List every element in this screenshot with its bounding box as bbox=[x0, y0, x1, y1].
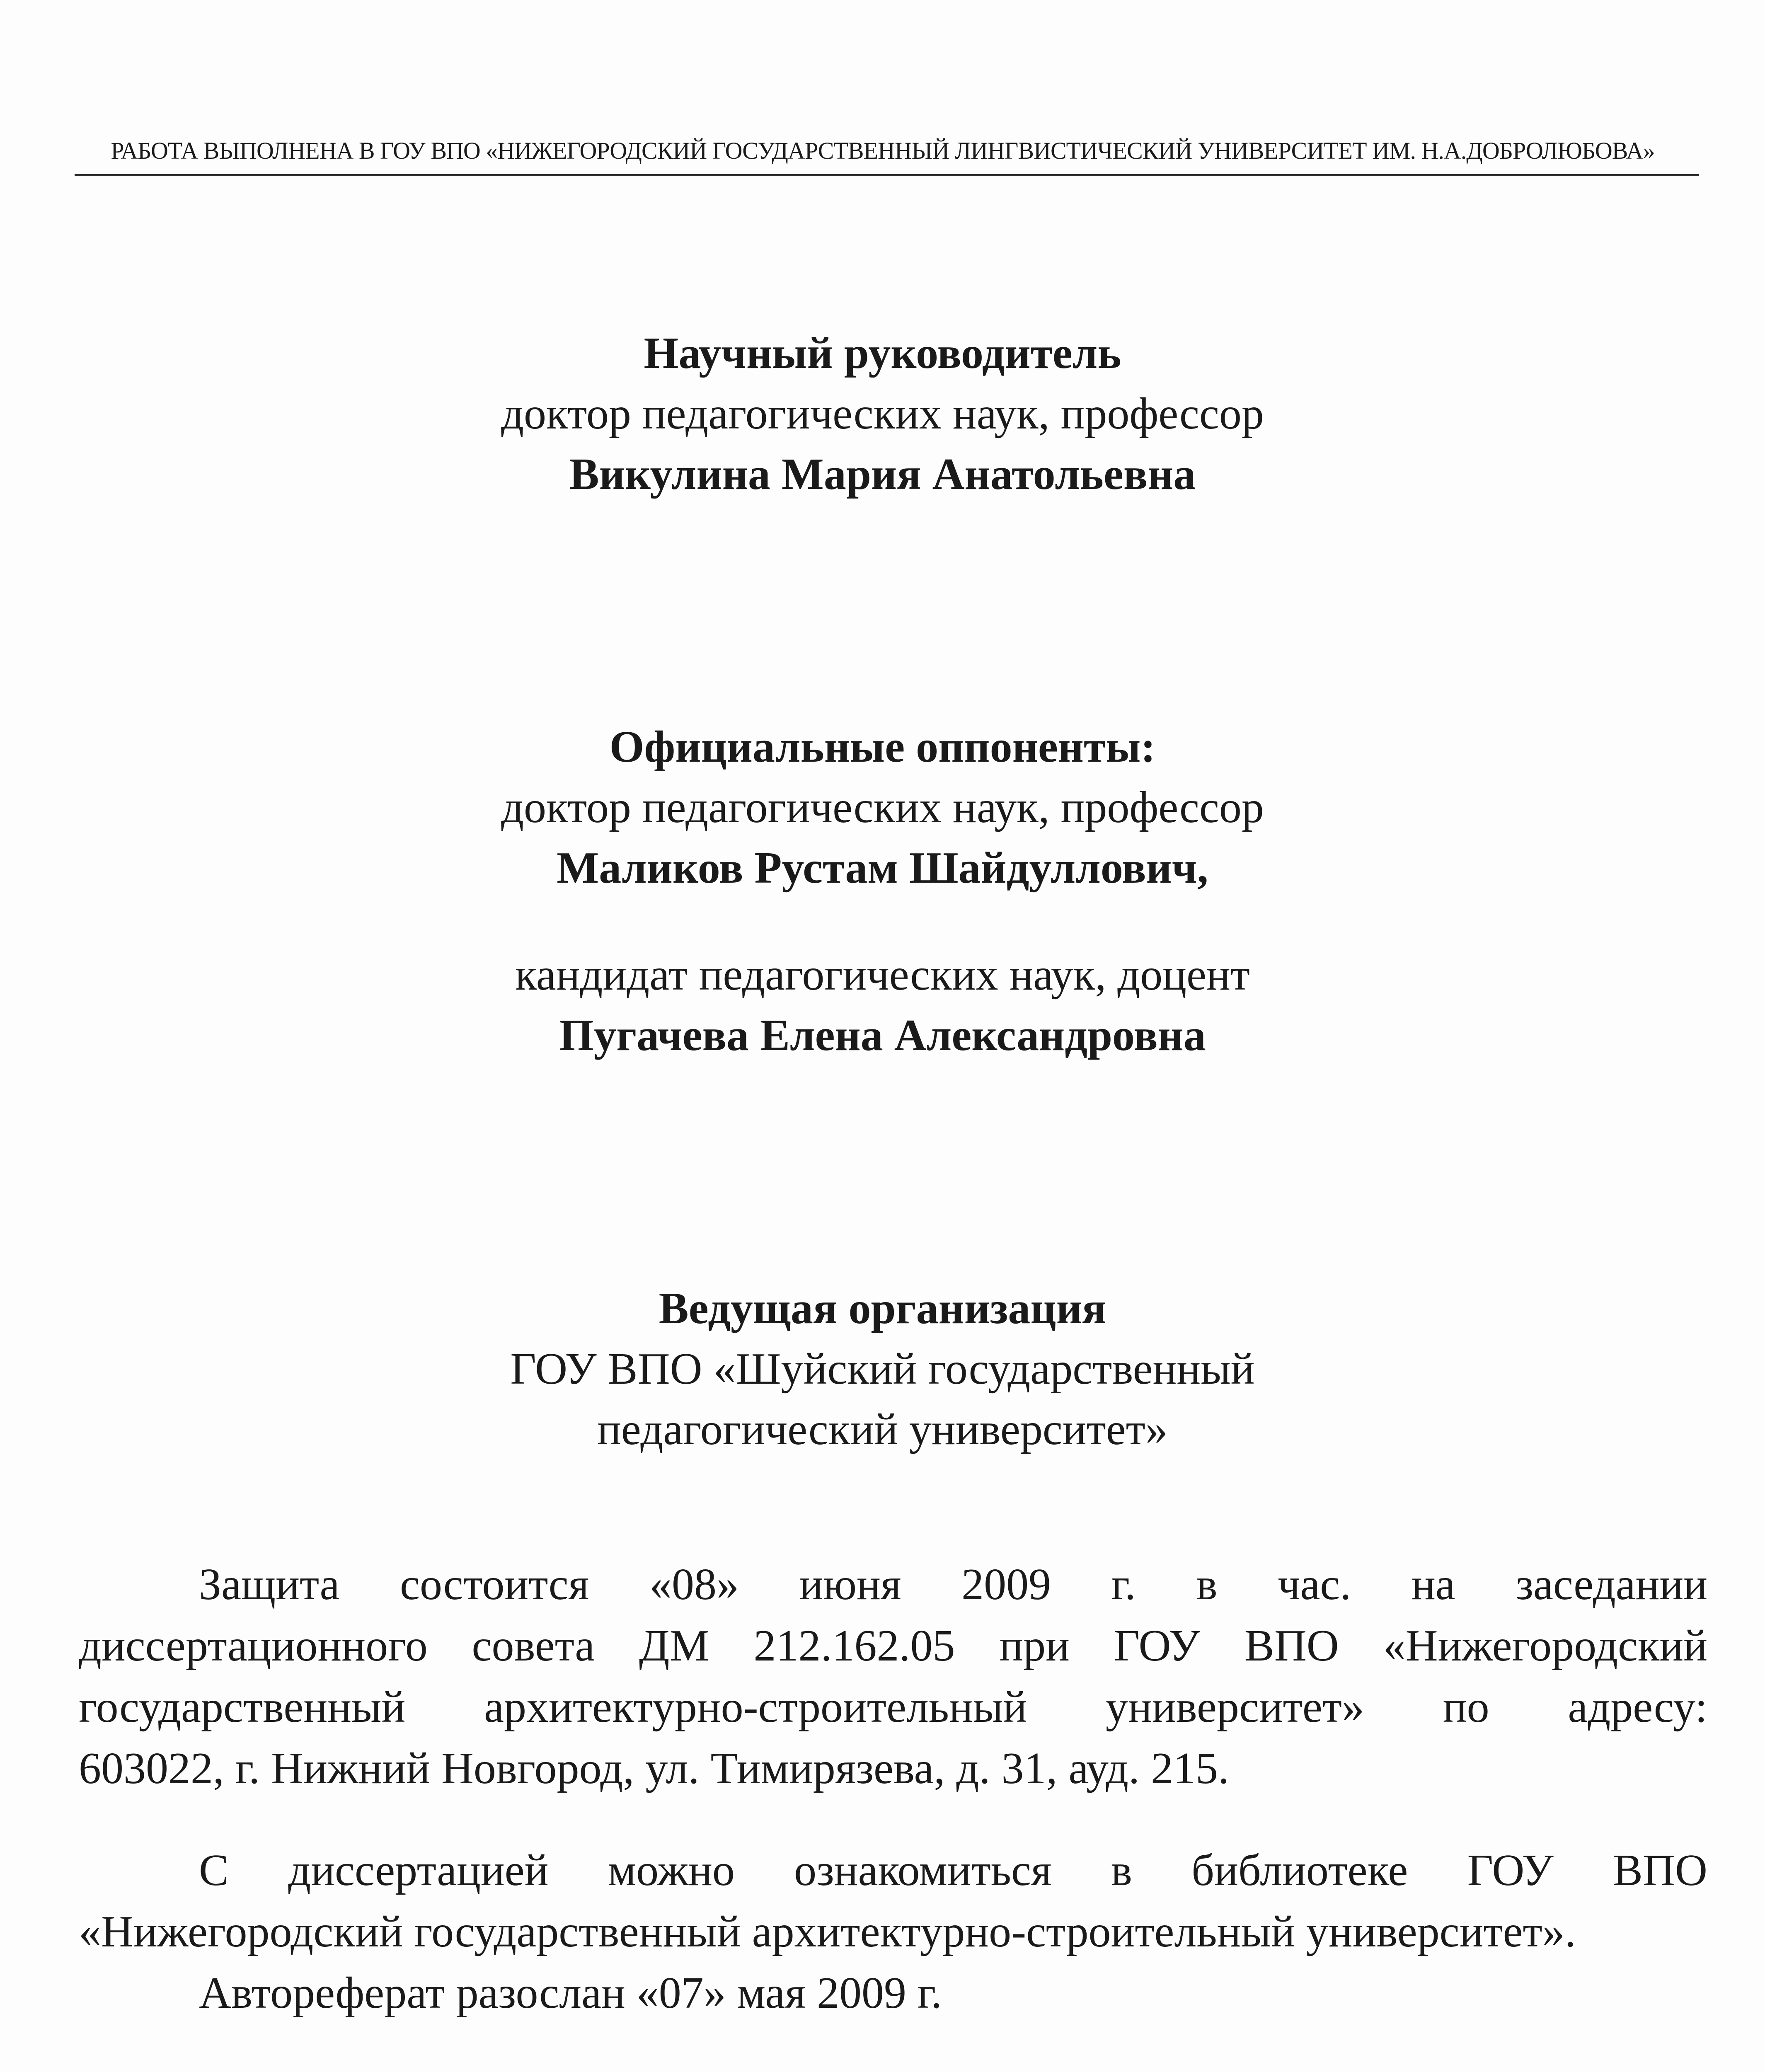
library-line-1: С диссертацией можно ознакомиться в библиотеке ГОУ ВПО bbox=[199, 1846, 1707, 1895]
defense-line-3: государственный архитектурно-строительный университет» по адресу: bbox=[79, 1682, 1707, 1732]
supervisor-section bbox=[0, 323, 1765, 505]
opponent-2-degree: кандидат педагогических наук, доцент bbox=[515, 950, 1250, 1000]
defense-paragraph bbox=[79, 1554, 1707, 1799]
leading-org-line-1: ГОУ ВПО «Шуйский государственный bbox=[510, 1344, 1255, 1394]
library-paragraph bbox=[79, 1840, 1707, 2024]
opponent-1-name: Маликов Рустам Шайдуллович, bbox=[557, 843, 1208, 893]
opponent-1-degree: доктор педагогических наук, профессор bbox=[501, 783, 1264, 832]
header-rule bbox=[75, 174, 1699, 176]
opponent-2-name: Пугачева Елена Александровна bbox=[559, 1011, 1206, 1060]
opponents-heading: Официальные оппоненты: bbox=[609, 722, 1156, 772]
leading-org-heading: Ведущая организация bbox=[659, 1284, 1106, 1333]
supervisor-degree: доктор педагогических наук, профессор bbox=[501, 389, 1264, 438]
defense-line-1: Защита состоится «08» июня 2009 г. в час. на заседании bbox=[199, 1560, 1707, 1609]
library-line-2: «Нижегородский государственный архитектурно-строительный университет». bbox=[79, 1907, 1576, 1956]
opponent-2-section bbox=[0, 945, 1765, 1066]
leading-org-section bbox=[0, 1278, 1765, 1460]
leading-org-line-2: педагогический университет» bbox=[597, 1405, 1168, 1454]
opponents-section bbox=[0, 717, 1765, 898]
supervisor-heading: Научный руководитель bbox=[644, 329, 1121, 378]
institution-header: РАБОТА ВЫПОЛНЕНА В ГОУ ВПО «НИЖЕГОРОДСКИЙ ГОСУДАРСТВЕННЫЙ ЛИНГВИСТИЧЕСКИЙ УНИВЕРСИТЕТ ИМ. Н.А.ДОБРОЛЮБОВА» bbox=[111, 137, 1655, 164]
defense-line-2: диссертационного совета ДМ 212.162.05 при ГОУ ВПО «Нижегородский bbox=[79, 1621, 1707, 1670]
defense-line-4: 603022, г. Нижний Новгород, ул. Тимирязева, д. 31, ауд. 215. bbox=[79, 1744, 1230, 1793]
supervisor-name: Викулина Мария Анатольевна bbox=[569, 450, 1196, 499]
library-line-3: Автореферат разослан «07» мая 2009 г. bbox=[199, 1968, 942, 2018]
